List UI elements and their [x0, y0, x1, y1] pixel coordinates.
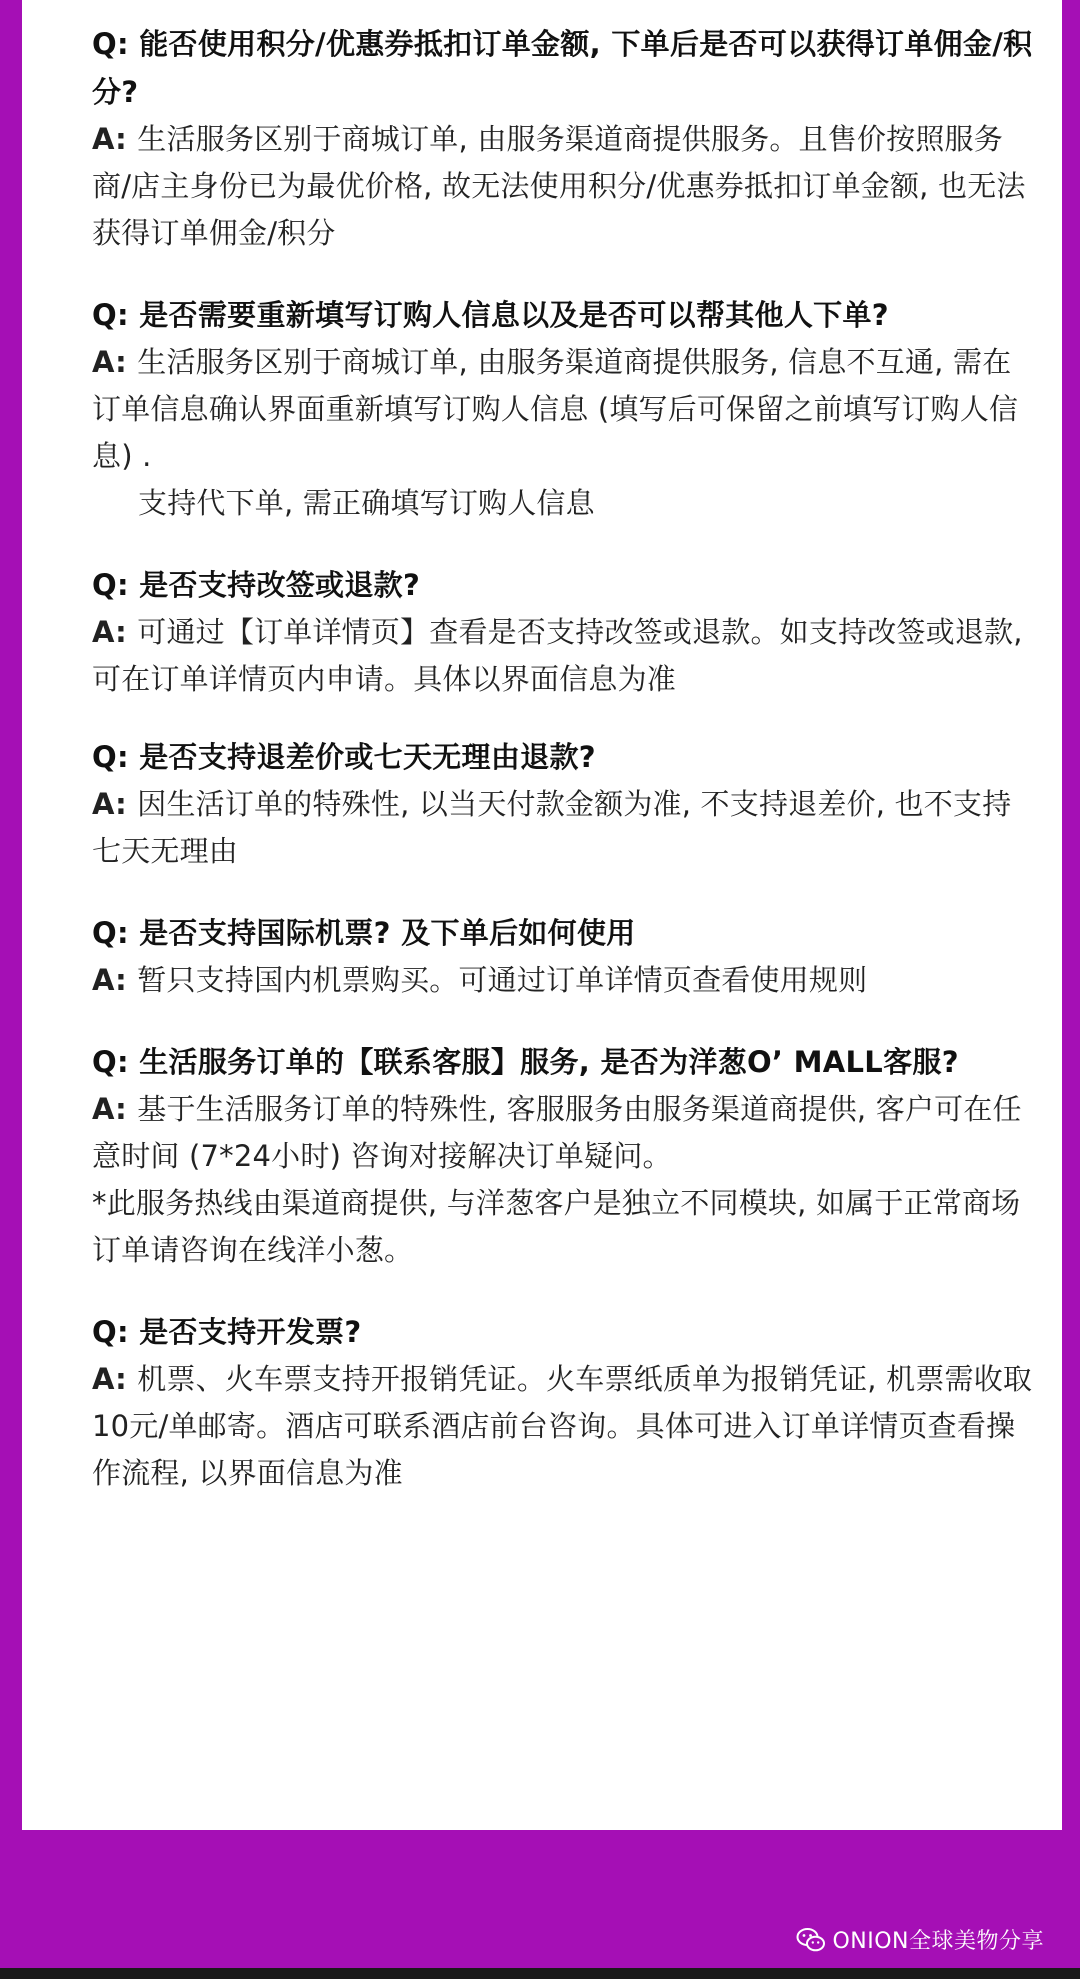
answer-prefix: A: — [92, 1092, 138, 1126]
question-text: 是否需要重新填写订购人信息以及是否可以帮其他人下单? — [139, 298, 889, 332]
question-text: 是否支持改签或退款? — [139, 568, 421, 602]
faq-answer — [92, 781, 1037, 875]
answer-prefix: A: — [92, 1362, 138, 1396]
question-text: 生活服务订单的【联系客服】服务, 是否为洋葱O’ MALL客服? — [139, 1045, 959, 1079]
faq-question — [92, 20, 1037, 116]
question-text: 是否支持退差价或七天无理由退款? — [139, 740, 596, 774]
faq-question — [92, 1038, 1037, 1086]
question-prefix: Q: — [92, 1045, 140, 1079]
answer-prefix: A: — [92, 615, 138, 649]
question-prefix: Q: — [92, 568, 140, 602]
faq-question — [92, 561, 1037, 609]
faq-item — [92, 20, 1037, 257]
question-text: 是否支持国际机票? 及下单后如何使用 — [139, 916, 636, 950]
faq-card — [22, 0, 1062, 1830]
watermark — [796, 1924, 1044, 1955]
faq-answer — [92, 957, 1037, 1004]
answer-text: 生活服务区别于商城订单, 由服务渠道商提供服务。且售价按照服务商/店主身份已为最优价格, 故无法使用积分/优惠券抵扣订单金额, 也无法获得订单佣金/积分 — [92, 122, 1026, 250]
faq-answer — [92, 116, 1037, 257]
faq-item — [92, 561, 1037, 703]
faq-list — [92, 20, 1037, 1531]
answer-prefix: A: — [92, 963, 138, 997]
faq-question — [92, 909, 1037, 957]
bottom-bar — [0, 1968, 1080, 1979]
answer-prefix: A: — [92, 787, 138, 821]
faq-item — [92, 909, 1037, 1004]
answer-text: 暂只支持国内机票购买。可通过订单详情页查看使用规则 — [137, 963, 868, 997]
question-prefix: Q: — [92, 298, 140, 332]
question-prefix: Q: — [92, 740, 140, 774]
faq-question — [92, 1308, 1037, 1356]
faq-question — [92, 291, 1037, 339]
answer-text: 因生活订单的特殊性, 以当天付款金额为准, 不支持退差价, 也不支持七天无理由 — [92, 787, 1012, 868]
answer-prefix: A: — [92, 345, 138, 379]
question-text: 能否使用积分/优惠券抵扣订单金额, 下单后是否可以获得订单佣金/积分? — [92, 27, 1033, 109]
answer-text: 可通过【订单详情页】查看是否支持改签或退款。如支持改签或退款, 可在订单详情页内申请。具体以界面信息为准 — [92, 615, 1023, 696]
faq-item — [92, 1308, 1037, 1497]
faq-answer-note: *此服务热线由渠道商提供, 与洋葱客户是独立不同模块, 如属于正常商场订单请咨询在线洋小葱。 — [92, 1186, 1021, 1267]
faq-answer — [92, 609, 1037, 703]
answer-text: 生活服务区别于商城订单, 由服务渠道商提供服务, 信息不互通, 需在订单信息确认界面重新填写订购人信息 (填写后可保留之前填写订购人信息) . — [92, 345, 1019, 473]
question-text: 是否支持开发票? — [139, 1315, 362, 1349]
faq-answer — [92, 339, 1037, 480]
faq-answer-note: 支持代下单, 需正确填写订购人信息 — [138, 486, 595, 520]
faq-item — [92, 1038, 1037, 1274]
faq-item — [92, 291, 1037, 527]
answer-text: 基于生活服务订单的特殊性, 客服服务由服务渠道商提供, 客户可在任意时间 (7*24小时) 咨询对接解决订单疑问。 — [92, 1092, 1022, 1173]
question-prefix: Q: — [92, 916, 140, 950]
watermark-text: ONION全球美物分享 — [832, 1929, 1044, 1954]
wechat-icon — [796, 1927, 826, 1953]
faq-item — [92, 733, 1037, 875]
faq-answer — [92, 1086, 1037, 1180]
question-prefix: Q: — [92, 1315, 140, 1349]
question-prefix: Q: — [92, 27, 140, 61]
answer-text: 机票、火车票支持开报销凭证。火车票纸质单为报销凭证, 机票需收取10元/单邮寄。酒店可联系酒店前台咨询。具体可进入订单详情页查看操作流程, 以界面信息为准 — [92, 1362, 1033, 1490]
faq-answer — [92, 1356, 1037, 1497]
faq-question — [92, 733, 1037, 781]
answer-prefix: A: — [92, 122, 138, 156]
